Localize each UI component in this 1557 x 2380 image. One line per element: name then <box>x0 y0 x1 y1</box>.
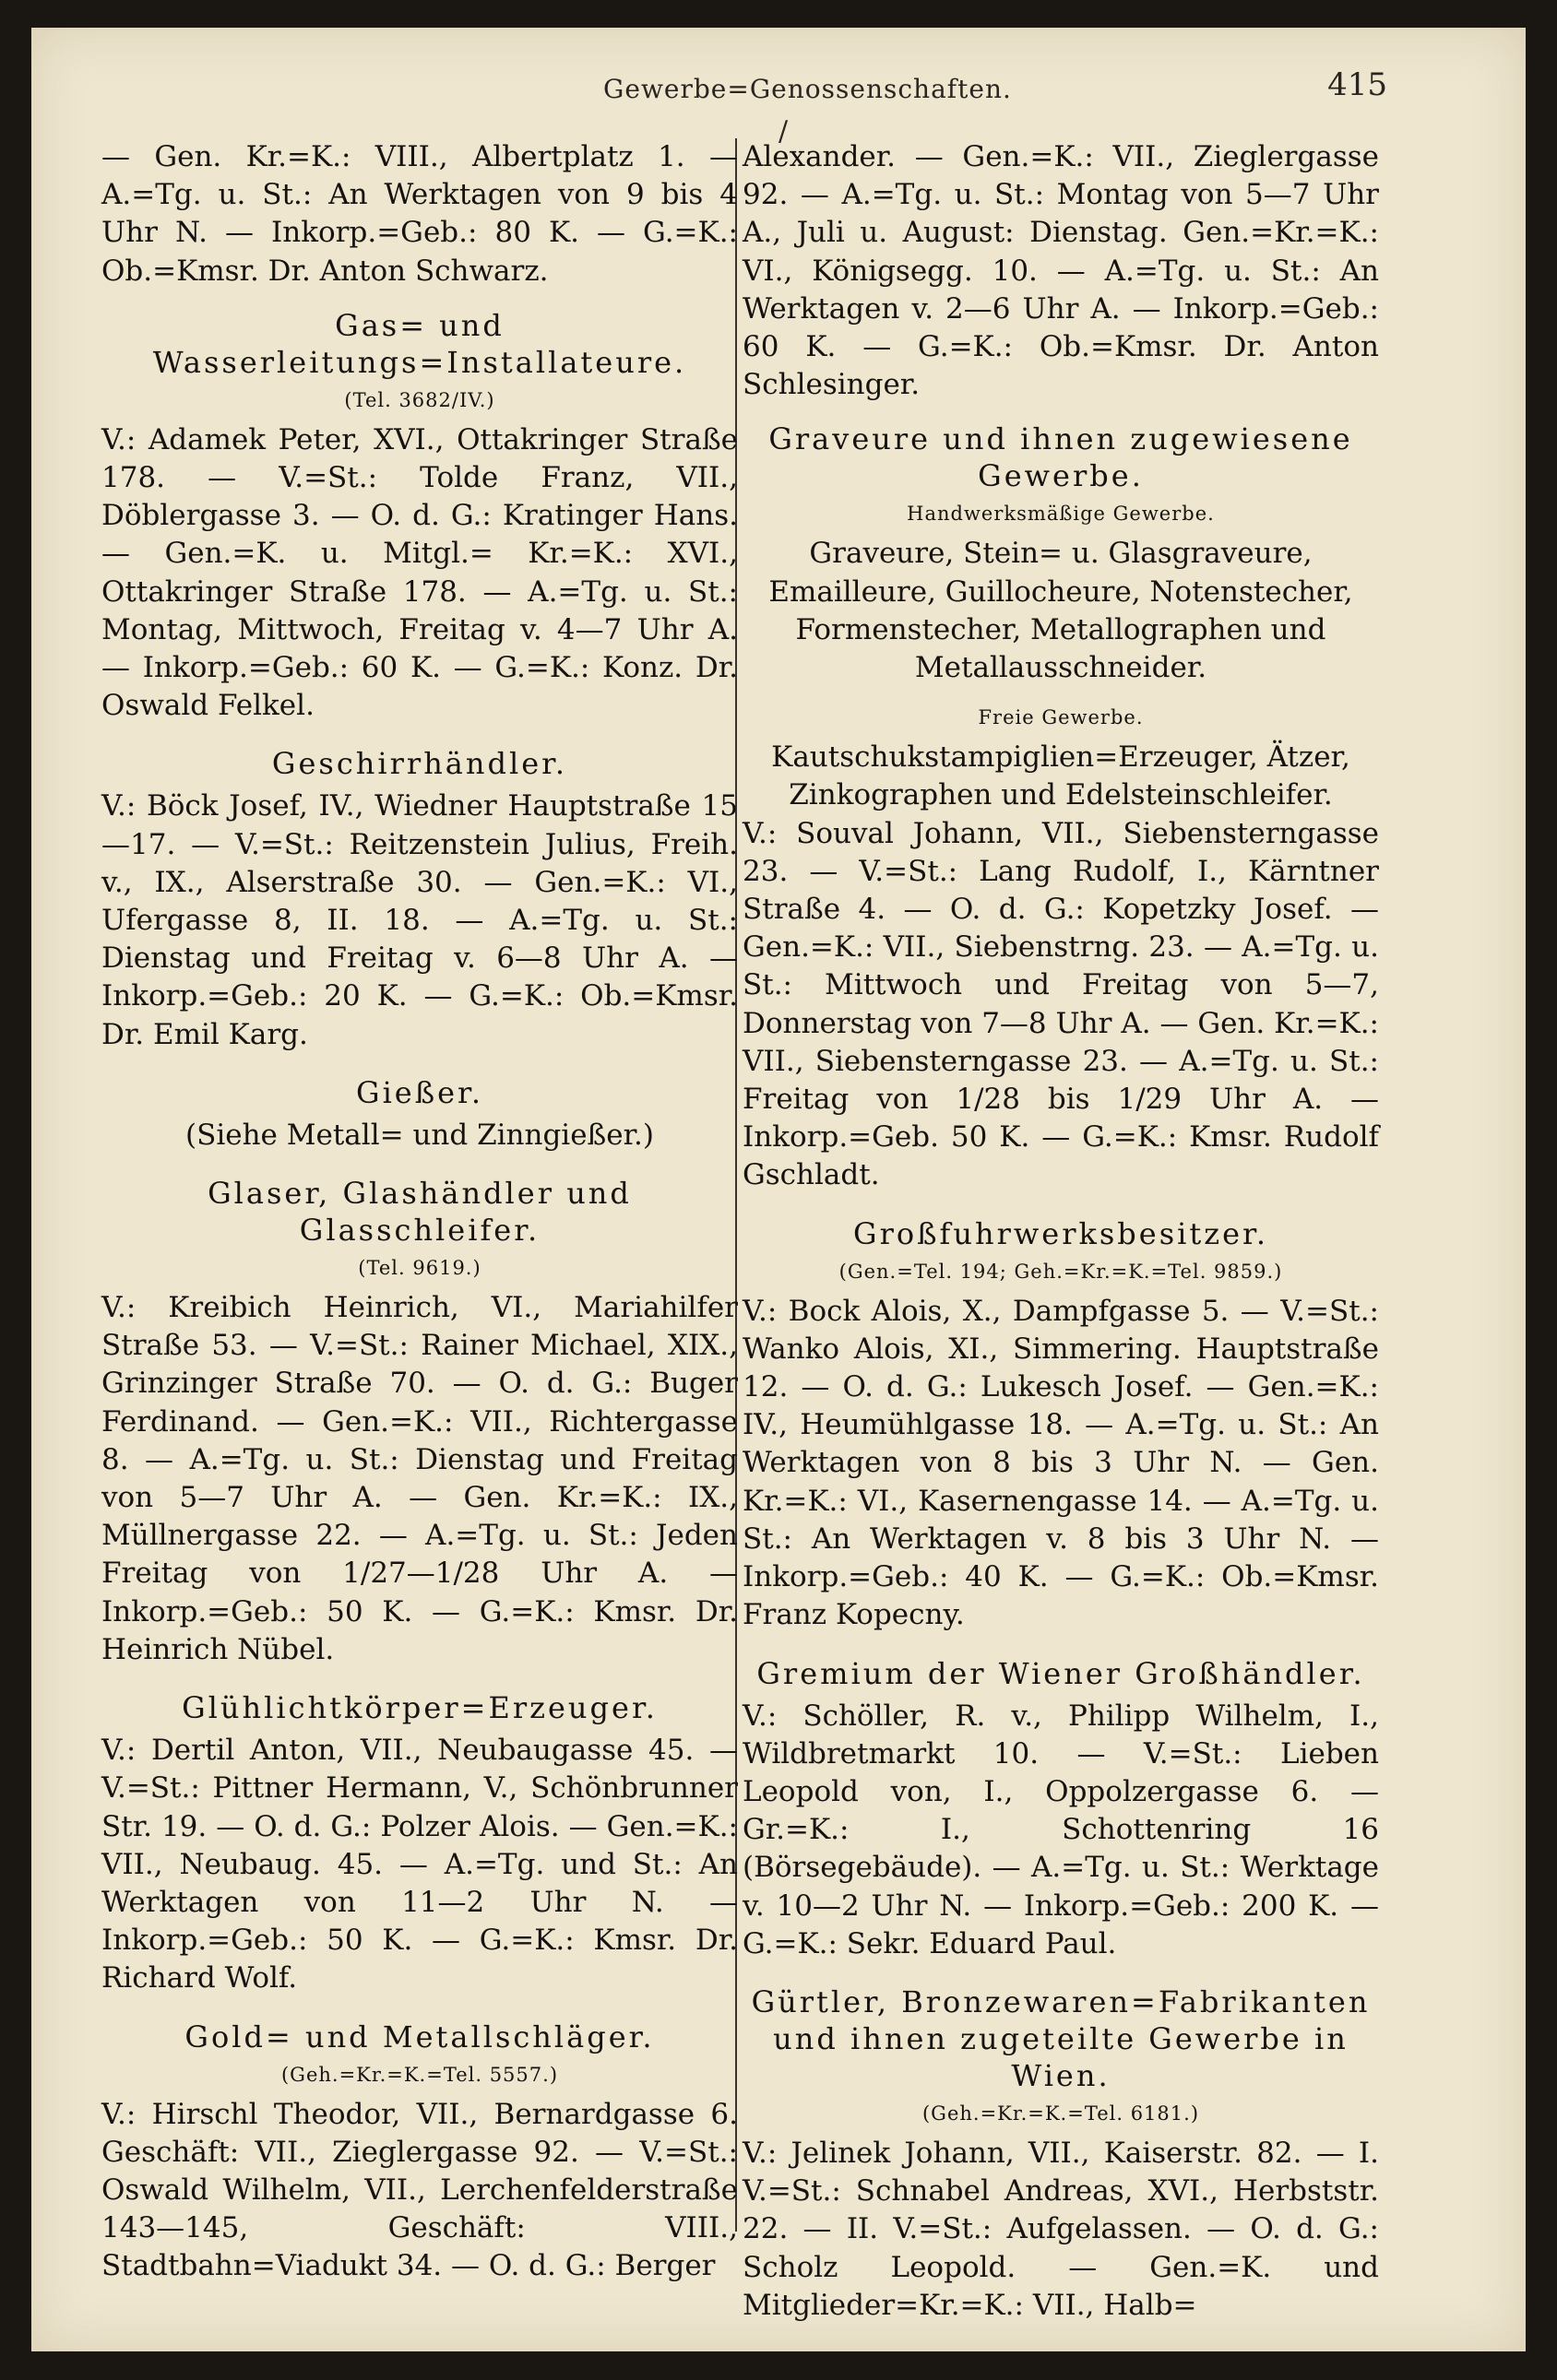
section-subheading: (Geh.=Kr.=K.=Tel. 5557.) <box>280 2063 559 2086</box>
entry-text: V.: Kreibich Heinrich, VI., Mariahilfer Straße 53. — V.=St.: Rainer Michael, XIX., Grinzinger Straße 70. — O. d. G.: Buger Ferdinand. — Gen.=K.: VII., Richtergasse 8. — A.=Tg. u. St.: Dienstag und Freitag von 5—7 Uhr A. — Gen. Kr.=K.: IX., Müllnergasse 22. — A.=Tg. u. St.: Jeden Freitag von 1/27—1/28 Uhr A. — Inkorp.=Geb.: 50 K. — G.=K.: Kmsr. Dr. Heinrich Nübel. <box>101 1291 738 1666</box>
section-heading: Geschirrhändler. <box>271 746 568 782</box>
section-heading: Großfuhrwerksbesitzer. <box>853 1215 1268 1251</box>
pencil-mark: / <box>778 115 789 148</box>
entry-text: Graveure, Stein= u. Glasgraveure, Emailleure, Guillocheure, Notenstecher, Formenstecher, Metallographen und Metallausschneider. <box>768 537 1353 685</box>
entry-text: V.: Schöller, R. v., Philipp Wilhelm, I., Wildbretmarkt 10. — V.=St.: Lieben Leopold von, I., Oppolzergasse 6. — Gr.=K.: I., Schottenring 16 (Börsegebäude). — A.=Tg. u. St.: Werktage v. 10—2 Uhr N. — Inkorp.=Geb.: 200 K. — G.=K.: Sekr. Eduard Paul. <box>743 1699 1379 1960</box>
section-heading: Glaser, Glashändler und Glasschleifer. <box>208 1176 632 1249</box>
section-heading: Gürtler, Bronzewaren=Fabrikanten und ihnen zugeteilte Gewerbe in Wien. <box>751 1983 1371 2093</box>
entry-text: Alexander. — Gen.=K.: VII., Zieglergasse 92. — A.=Tg. u. St.: Montag von 5—7 Uhr A., Juli u. August: Dienstag. Gen.=Kr.=K.: VI., Königsegg. 10. — A.=Tg. u. St.: An Werktagen v. 2—6 Uhr A. — Inkorp.=Geb.: 60 K. — G.=K.: Ob.=Kmsr. Dr. Anton Schlesinger. <box>743 140 1379 402</box>
running-header: Gewerbe=Genossenschaften. <box>603 74 1012 104</box>
entry-text: V.: Adamek Peter, XVI., Ottakringer Straße 178. — V.=St.: Tolde Franz, VII., Döblergasse 3. — O. d. G.: Kratinger Hans. — Gen.=K. u. Mitgl.= Kr.=K.: XVI., Ottakringer Straße 178. — A.=Tg. u. St.: Montag, Mittwoch, Freitag v. 4—7 Uhr A. — Inkorp.=Geb.: 60 K. — G.=K.: Konz. Dr. Oswald Felkel. <box>101 422 738 723</box>
left-column <box>101 138 738 2286</box>
entry-text: V.: Bock Alois, X., Dampfgasse 5. — V.=St.: Wanko Alois, XI., Simmering. Hauptstraße 12. — O. d. G.: Lukesch Josef. — Gen.=K.: IV., Heumühlgasse 18. — A.=Tg. u. St.: An Werktagen von 8 bis 3 Uhr N. — Gen. Kr.=K.: VI., Kasernengasse 14. — A.=Tg. u. St.: An Werktagen v. 8 bis 3 Uhr N. — Inkorp.=Geb.: 40 K. — G.=K.: Ob.=Kmsr. Franz Kopecny. <box>743 1294 1379 1632</box>
entry-text: V.: Hirschl Theodor, VII., Bernardgasse 6. Geschäft: VII., Zieglergasse 92. — V.=St.: Oswald Wilhelm, VII., Lerchenfelderstraße 143—145, Geschäft: VIII., Stadtbahn=Viadukt 34. — O. d. G.: Berger <box>101 2097 738 2283</box>
section-heading: Kautschukstampiglien=Erzeuger, Ätzer, Zinkographen und Edelsteinschleifer. <box>771 740 1350 812</box>
page-number: 415 <box>1327 66 1387 103</box>
section-heading: Gießer. <box>356 1074 483 1110</box>
section-heading: Gas= und Wasserleitungs=Installateure. <box>152 307 687 380</box>
entry-text: V.: Souval Johann, VII., Siebensterngasse 23. — V.=St.: Lang Rudolf, I., Kärntner Straße 4. — O. d. G.: Kopetzky Josef. — Gen.=K.: VII., Siebenstrng. 23. — A.=Tg. u. St.: Mittwoch und Freitag von 5—7, Donnerstag von 7—8 Uhr A. — Gen. Kr.=K.: VII., Siebensterngasse 23. — A.=Tg. u. St.: Freitag von 1/28 bis 1/29 Uhr A. — Inkorp.=Geb. 50 K. — G.=K.: Kmsr. Rudolf Gschladt. <box>743 816 1379 1192</box>
entry-text: (Siehe Metall= und Zinngießer.) <box>185 1118 654 1152</box>
section-heading: Gold= und Metallschläger. <box>184 2019 655 2054</box>
section-subheading: (Gen.=Tel. 194; Geh.=Kr.=K.=Tel. 9859.) <box>838 1260 1283 1283</box>
section-heading: Graveure und ihnen zugewiesene Gewerbe. <box>768 421 1353 494</box>
entry-text: — Gen. Kr.=K.: VIII., Albertplatz 1. — A.=Tg. u. St.: An Werktagen von 9 bis 4 Uhr N. — Inkorp.=Geb.: 80 K. — G.=K.: Ob.=Kmsr. Dr. Anton Schwarz. <box>101 140 738 288</box>
entry-text: V.: Jelinek Johann, VII., Kaiserstr. 82. — I. V.=St.: Schnabel Andreas, XVI., Herbststr. 22. — II. V.=St.: Aufgelassen. — O. d. G.: Scholz Leopold. — Gen.=K. und Mitglieder=Kr.=K.: VII., Halb= <box>743 2136 1379 2322</box>
entry-text: V.: Böck Josef, IV., Wiedner Hauptstraße 15—17. — V.=St.: Reitzenstein Julius, Freih. v., IX., Alserstraße 30. — Gen.=K.: VI., Ufergasse 8, II. 18. — A.=Tg. u. St.: Dienstag und Freitag v. 6—8 Uhr A. — Inkorp.=Geb.: 20 K. — G.=K.: Ob.=Kmsr. Dr. Emil Karg. <box>101 789 738 1051</box>
section-heading: Gremium der Wiener Großhändler. <box>756 1655 1365 1691</box>
right-column <box>743 138 1379 2325</box>
entry-text: V.: Dertil Anton, VII., Neubaugasse 45. — V.=St.: Pittner Hermann, V., Schönbrunner Str. 19. — O. d. G.: Polzer Alois. — Gen.=K.: VII., Neubaug. 45. — A.=Tg. und St.: An Werktagen von 11—2 Uhr N. — Inkorp.=Geb.: 50 K. — G.=K.: Kmsr. Dr. Richard Wolf. <box>101 1734 738 1995</box>
section-subheading: (Tel. 9619.) <box>358 1257 481 1280</box>
section-subheading: Handwerksmäßige Gewerbe. <box>907 503 1215 526</box>
section-subheading: (Geh.=Kr.=K.=Tel. 6181.) <box>921 2102 1200 2125</box>
section-subheading: (Tel. 3682/IV.) <box>344 388 495 411</box>
section-heading: Glühlichtkörper=Erzeuger. <box>182 1690 658 1726</box>
section-subheading: Freie Gewerbe. <box>978 706 1144 729</box>
